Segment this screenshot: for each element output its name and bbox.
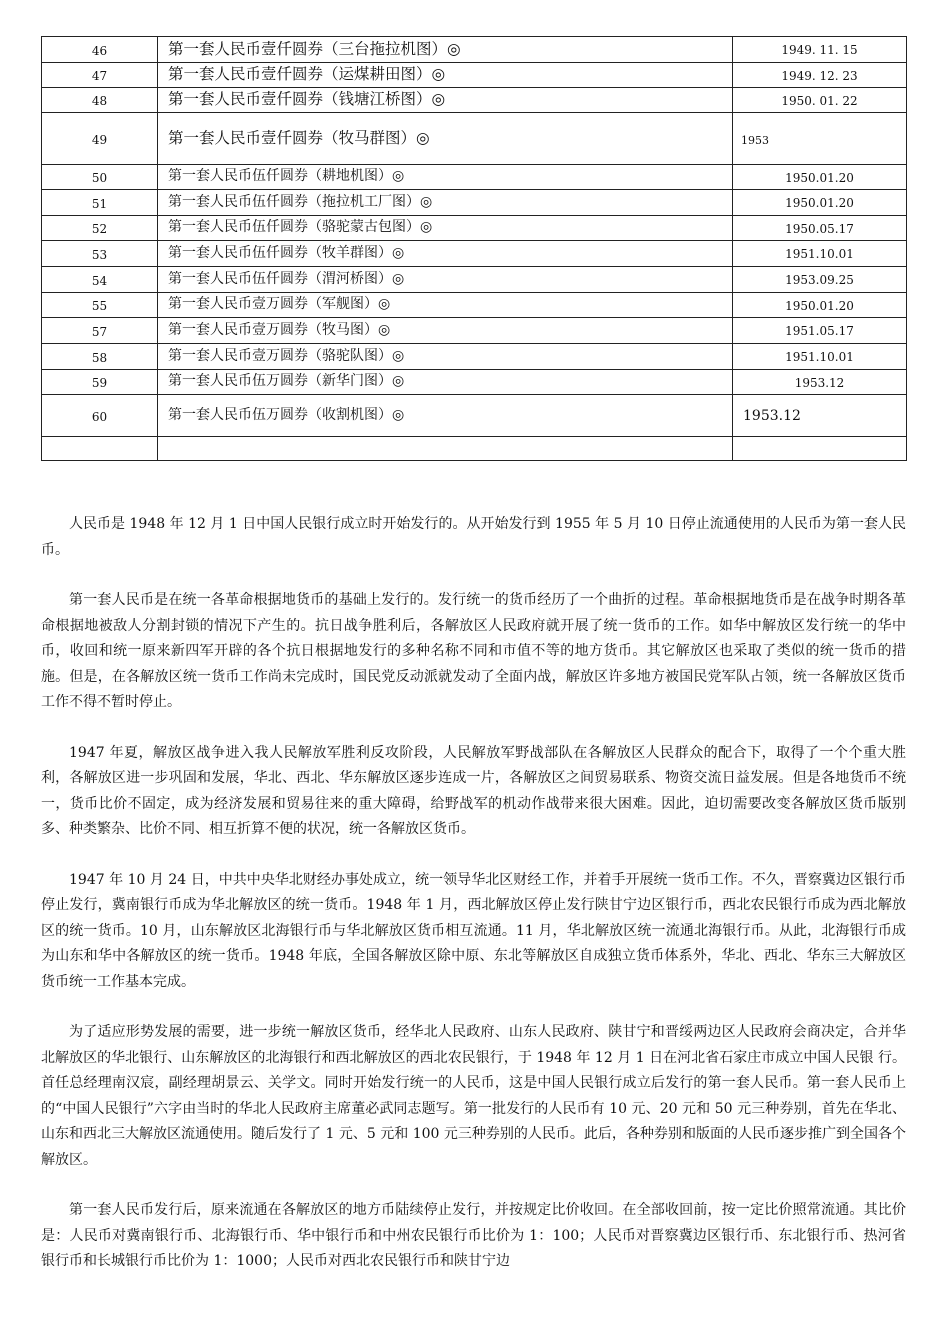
paragraph: 为了适应形势发展的需要，进一步统一解放区货币，经华北人民政府、山东人民政府、陕甘宁和晋绥两边区人民政府会商决定，合并华北解放区的华北银行、山东解放区的北海银行和西北解放区的西北农民银行，于 1948 年 12 月 1 日在河北省石家庄市成立中国人民银 行。首任总经理南汉宸，副经理胡景云、关学文。同时开始发行统一的人民币，这是中国人民银行成立后发行的第一套人民币。第一套人民币上的“中国人民银行”六字由当时的华北人民政府主席董必武同志题写。第一批发行的人民币有 10 元、20 元和 50 元三种券别，首先在华北、山东和西北三大解放区流通使用。随后发行了 1 元、5 元和 100 元三种券别的人民币。此后，各种券别和版面的人民币逐步推广到全国各个解放区。 (41, 1024, 906, 1168)
banknote-name: 第一套人民币伍仟圆券（拖拉机工厂图）◎ (158, 190, 733, 216)
issue-date: 1953.09.25 (733, 267, 907, 293)
paragraph: 第一套人民币发行后，原来流通在各解放区的地方币陆续停止发行，并按规定比价收回。在全部收回前，按一定比价照常流通。其比价是：人民币对冀南银行币、北海银行币、华中银行币和中州农民银行币比价为 1：100；人民币对晋察冀边区银行币、东北银行币、热河省银行币和长城银行币比价为 1：1000；人民币对西北农民银行币和陕甘宁边 (41, 1202, 906, 1269)
banknote-name: 第一套人民币壹仟圆券（三台拖拉机图）◎ (158, 37, 733, 63)
table-row (42, 344, 907, 370)
paragraph: 1947 年 10 月 24 日，中共中央华北财经办事处成立，统一领导华北区财经工作，并着手开展统一货币工作。不久，晋察冀边区银行币停止发行，冀南银行币成为华北解放区的统一货币。1948 年 1 月，西北解放区停止发行陕甘宁边区银行币，西北农民银行币成为西北解放区的统一货币。10 月，山东解放区北海银行币与华北解放区货币相互流通。11 月，华北解放区统一流通北海银行币。从此，北海银行币成为山东和华中各解放区的统一货币。1948 年底，全国各解放区除中原、东北等解放区自成独立货币体系外，华北、西北、华东三大解放区货币统一工作基本完成。 (41, 871, 906, 990)
issue-date: 1951.05.17 (733, 318, 907, 344)
banknote-name: 第一套人民币伍万圆券（收割机图）◎ (158, 395, 733, 437)
empty-table-row (42, 437, 907, 461)
row-number: 47 (42, 63, 158, 88)
banknote-name: 第一套人民币伍万圆券（新华门图）◎ (158, 370, 733, 395)
banknote-name: 第一套人民币壹仟圆券（钱塘江桥图）◎ (158, 88, 733, 113)
row-number: 58 (42, 344, 158, 370)
row-number: 48 (42, 88, 158, 113)
table-row (42, 216, 907, 241)
table-row (42, 318, 907, 344)
row-number: 54 (42, 267, 158, 293)
table-row (42, 165, 907, 190)
banknote-name: 第一套人民币壹仟圆券（牧马群图）◎ (158, 113, 733, 165)
table-row (42, 293, 907, 318)
table-row (42, 370, 907, 395)
banknote-table (41, 36, 907, 461)
table-row (42, 88, 907, 113)
issue-date: 1949. 12. 23 (733, 63, 907, 88)
row-number: 52 (42, 216, 158, 241)
paragraph: 人民币是 1948 年 12 月 1 日中国人民银行成立时开始发行的。从开始发行到 1955 年 5 月 10 日停止流通使用的人民币为第一套人民币。 (41, 516, 906, 558)
issue-date: 1950.01.20 (733, 293, 907, 318)
table-row (42, 190, 907, 216)
table-row (42, 267, 907, 293)
banknote-name: 第一套人民币伍仟圆券（骆驼蒙古包图）◎ (158, 216, 733, 241)
row-number: 59 (42, 370, 158, 395)
table-row (42, 37, 907, 63)
row-number: 60 (42, 395, 158, 437)
paragraph: 第一套人民币是在统一各革命根据地货币的基础上发行的。发行统一的货币经历了一个曲折的过程。革命根据地货币是在战争时期各革命根据地被敌人分割封锁的情况下产生的。抗日战争胜利后，各解放区人民政府就开展了统一货币的工作。如华中解放区发行统一的华中币，收回和统一原来新四军开辟的各个抗日根据地发行的多种名称不同和市值不等的地方货币。其它解放区也采取了类似的统一货币的措施。但是，在各解放区统一货币工作尚未完成时，国民党反动派就发动了全面内战，解放区许多地方被国民党军队占领，统一各解放区货币工作不得不暂时停止。 (41, 592, 906, 710)
banknote-name: 第一套人民币壹仟圆券（运煤耕田图）◎ (158, 63, 733, 88)
banknote-name: 第一套人民币伍仟圆券（牧羊群图）◎ (158, 241, 733, 267)
row-number: 50 (42, 165, 158, 190)
empty-cell (733, 437, 907, 461)
row-number: 57 (42, 318, 158, 344)
table-row (42, 113, 907, 165)
row-number: 49 (42, 113, 158, 165)
issue-date: 1949. 11. 15 (733, 37, 907, 63)
issue-date: 1953.12 (733, 395, 907, 437)
table-row (42, 395, 907, 437)
issue-date: 1953 (733, 113, 907, 165)
banknote-name: 第一套人民币壹万圆券（牧马图）◎ (158, 318, 733, 344)
banknote-name: 第一套人民币壹万圆券（军舰图）◎ (158, 293, 733, 318)
issue-date: 1950. 01. 22 (733, 88, 907, 113)
banknote-name: 第一套人民币伍仟圆券（渭河桥图）◎ (158, 267, 733, 293)
issue-date: 1950.05.17 (733, 216, 907, 241)
table-row (42, 63, 907, 88)
empty-cell (158, 437, 733, 461)
row-number: 51 (42, 190, 158, 216)
banknote-name: 第一套人民币伍仟圆券（耕地机图）◎ (158, 165, 733, 190)
article-body (41, 512, 906, 1300)
issue-date: 1951.10.01 (733, 344, 907, 370)
issue-date: 1951.10.01 (733, 241, 907, 267)
banknote-name: 第一套人民币壹万圆券（骆驼队图）◎ (158, 344, 733, 370)
empty-cell (42, 437, 158, 461)
issue-date: 1953.12 (733, 370, 907, 395)
row-number: 53 (42, 241, 158, 267)
issue-date: 1950.01.20 (733, 165, 907, 190)
table-row (42, 241, 907, 267)
issue-date: 1950.01.20 (733, 190, 907, 216)
paragraph: 1947 年夏，解放区战争进入我人民解放军胜利反攻阶段，人民解放军野战部队在各解放区人民群众的配合下，取得了一个个重大胜利，各解放区进一步巩固和发展，华北、西北、华东解放区逐步连成一片，各解放区之间贸易联系、物资交流日益发展。但是各地货币不统一，货币比价不固定，成为经济发展和贸易往来的重大障碍，给野战军的机动作战带来很大困难。因此，迫切需要改变各解放区货币版别多、种类繁杂、比价不同、相互折算不便的状况，统一各解放区货币。 (41, 744, 906, 837)
row-number: 46 (42, 37, 158, 63)
row-number: 55 (42, 293, 158, 318)
